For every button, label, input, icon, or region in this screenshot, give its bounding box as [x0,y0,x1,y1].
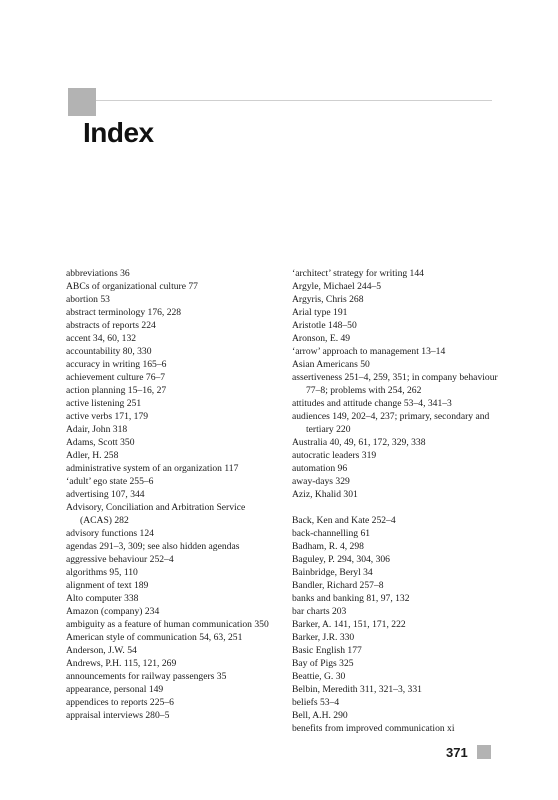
index-entry: attitudes and attitude change 53–4, 341–3 [292,398,452,409]
index-entry: Baguley, P. 294, 304, 306 [292,554,390,565]
index-entry: action planning 15–16, 27 [66,385,167,396]
index-entry: active verbs 171, 179 [66,411,149,422]
index-entry: Beattie, G. 30 [292,671,346,682]
index-entry: Basic English 177 [292,645,362,656]
index-entry: Bell, A.H. 290 [292,710,348,721]
index-entry: Amazon (company) 234 [66,606,160,617]
index-entry: Bainbridge, Beryl 34 [292,567,373,578]
index-entry: announcements for railway passengers 35 [66,671,227,682]
index-entry: ‘adult’ ego state 255–6 [66,476,154,487]
index-entry: Advisory, Conciliation and Arbitration Service (ACAS) 282 [66,502,246,526]
index-entry: agendas 291–3, 309; see also hidden agendas [66,541,240,552]
index-entry: American style of communication 54, 63, 251 [66,632,243,643]
index-column-right [292,267,500,735]
index-entry: benefits from improved communication xi [292,723,455,734]
index-entry: Anderson, J.W. 54 [66,645,137,656]
index-entry: ‘arrow’ approach to management 13–14 [292,346,446,357]
index-entry: Arial type 191 [292,307,348,318]
index-entry: Argyle, Michael 244–5 [292,281,382,292]
index-entry: Argyris, Chris 268 [292,294,364,305]
index-entry: Bay of Pigs 325 [292,658,354,669]
index-entry: Aristotle 148–50 [292,320,357,331]
page-title: Index [83,117,154,148]
index-entry: alignment of text 189 [66,580,149,591]
index-entry: audiences 149, 202–4, 237; primary, secondary and tertiary 220 [292,411,490,435]
index-entry: Badham, R. 4, 298 [292,541,364,552]
index-entry: accent 34, 60, 132 [66,333,137,344]
index-entry: Andrews, P.H. 115, 121, 269 [66,658,177,669]
index-entry: Adler, H. 258 [66,450,119,461]
page-number: 371 [446,745,468,760]
index-entry: ABCs of organizational culture 77 [66,281,198,292]
index-entry: autocratic leaders 319 [292,450,377,461]
index-entry: ‘architect’ strategy for writing 144 [292,268,424,279]
index-entry: bar charts 203 [292,606,347,617]
index-entry: advisory functions 124 [66,528,154,539]
index-entry: Back, Ken and Kate 252–4 [292,515,396,526]
index-entry: ambiguity as a feature of human communication 350 [66,619,269,630]
index-entry: beliefs 53–4 [292,697,340,708]
index-entry: Asian Americans 50 [292,359,370,370]
index-entry: appraisal interviews 280–5 [66,710,170,721]
index-entry: algorithms 95, 110 [66,567,138,578]
index-entry: Belbin, Meredith 311, 321–3, 331 [292,684,422,695]
index-entry: banks and banking 81, 97, 132 [292,593,410,604]
index-entry: aggressive behaviour 252–4 [66,554,174,565]
index-entry: administrative system of an organization 117 [66,463,239,474]
index-entry: Adair, John 318 [66,424,128,435]
index-entry: achievement culture 76–7 [66,372,166,383]
index-entry: appearance, personal 149 [66,684,164,695]
index-entry: Bandler, Richard 257–8 [292,580,384,591]
index-entry: assertiveness 251–4, 259, 351; in company behaviour 77–8; problems with 254, 262 [292,372,498,396]
index-entry: abstract terminology 176, 228 [66,307,182,318]
index-entry: active listening 251 [66,398,142,409]
index-entry: abbreviations 36 [66,268,130,279]
index-entry: abstracts of reports 224 [66,320,156,331]
index-entry: Aziz, Khalid 301 [292,489,358,500]
index-entry: advertising 107, 344 [66,489,145,500]
index-entry: Barker, A. 141, 151, 171, 222 [292,619,406,630]
footer-decoration-block [477,745,491,759]
index-entry: appendices to reports 225–6 [66,697,174,708]
letter-group-gap [292,501,500,514]
index-column-left [66,267,274,722]
index-entry: Australia 40, 49, 61, 172, 329, 338 [292,437,426,448]
index-entry: Barker, J.R. 330 [292,632,355,643]
index-entry: Alto computer 338 [66,593,139,604]
index-entry: away-days 329 [292,476,350,487]
index-entry: back-channelling 61 [292,528,371,539]
index-entry: Aronson, E. 49 [292,333,351,344]
index-entry: accountability 80, 330 [66,346,152,357]
index-entry: automation 96 [292,463,348,474]
index-entry: abortion 53 [66,294,110,305]
header-decoration-block [68,88,96,116]
index-entry: Adams, Scott 350 [66,437,135,448]
index-entry: accuracy in writing 165–6 [66,359,167,370]
header-rule [96,100,492,101]
